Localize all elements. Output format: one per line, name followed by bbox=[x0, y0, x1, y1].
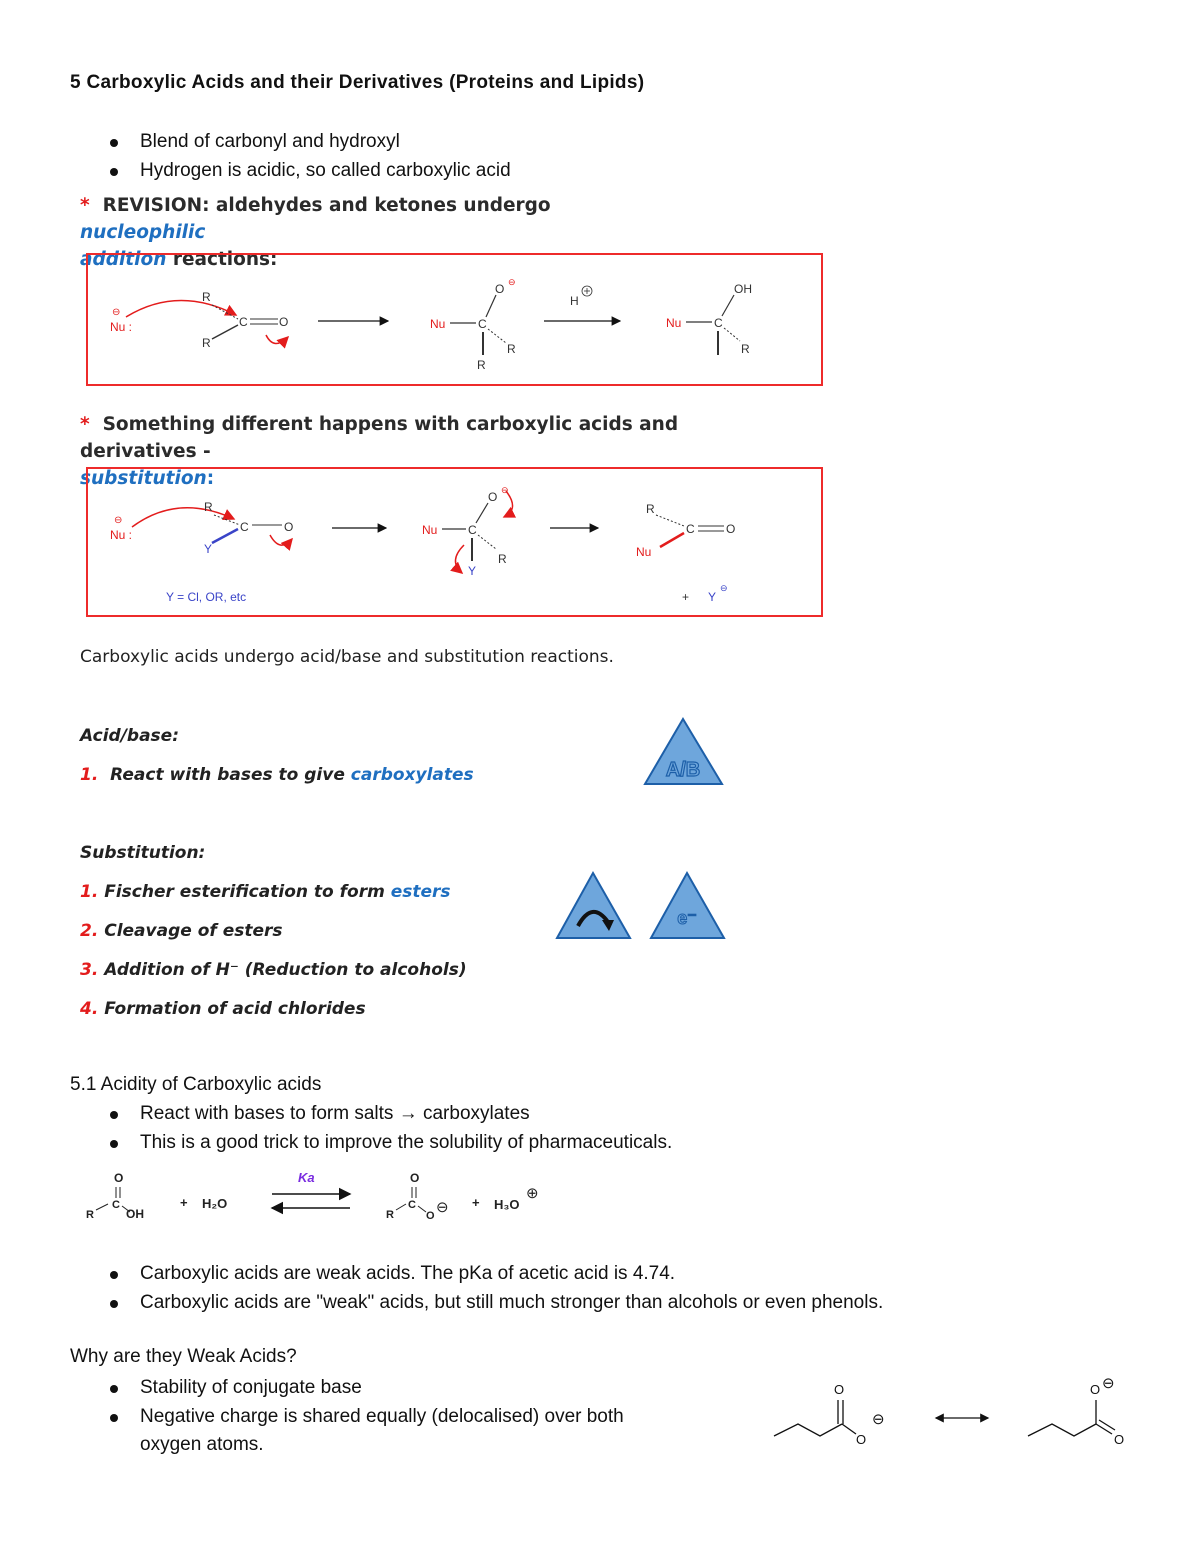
page-title: 5 Carboxylic Acids and their Derivatives (Proteins and Lipids) bbox=[70, 72, 645, 93]
item-text: Fischer esterification to form bbox=[104, 882, 391, 902]
acid-base-icon bbox=[642, 716, 726, 788]
oxygen-label: O bbox=[834, 1382, 845, 1397]
minus-charge-label: ⊖ bbox=[1102, 1375, 1115, 1392]
plus-charge-label: ⊕ bbox=[526, 1185, 539, 1202]
item-text: React with bases to give bbox=[110, 765, 351, 785]
bond-line bbox=[212, 305, 238, 319]
substitution-mechanism-diagram bbox=[88, 469, 821, 615]
revision-text-end: reactions: bbox=[166, 249, 278, 270]
item-text: Addition of H⁻ (Reduction to alcohols) bbox=[104, 960, 467, 980]
electron-arrow bbox=[266, 335, 288, 344]
acid-base-heading: Acid/base: bbox=[80, 726, 180, 746]
plus-label: + bbox=[682, 590, 690, 604]
item-number: 1. bbox=[80, 882, 99, 902]
item-number: 3. bbox=[80, 960, 99, 980]
carbon-label: C bbox=[468, 523, 477, 537]
list-item: Hydrogen is acidic, so called carboxylic acid bbox=[70, 157, 970, 186]
bond-line bbox=[722, 295, 734, 316]
plus-label: + bbox=[180, 1195, 188, 1210]
substitution-item bbox=[80, 960, 467, 980]
carbon-label: C bbox=[112, 1199, 120, 1211]
plus-label: + bbox=[472, 1195, 480, 1210]
bond-line bbox=[478, 535, 496, 549]
r-group-label: R bbox=[204, 500, 213, 514]
asterisk: * bbox=[80, 414, 90, 435]
charge-label: ⊖ bbox=[112, 307, 121, 318]
oxygen-label: O bbox=[284, 520, 294, 534]
oxygen-label: O bbox=[495, 282, 505, 296]
electron-icon-label: e⁻ bbox=[677, 908, 697, 928]
weak-reason-bullet-list bbox=[70, 1374, 710, 1460]
electron-triangle-icon bbox=[648, 870, 728, 942]
carboxylic-statement: Carboxylic acids undergo acid/base and substitution reactions. bbox=[80, 647, 614, 667]
carbon-label: C bbox=[478, 317, 487, 331]
item-highlight: esters bbox=[390, 882, 451, 902]
bond-line bbox=[476, 503, 488, 523]
bond-line bbox=[212, 325, 238, 339]
r-group-label: R bbox=[498, 552, 507, 566]
item-number: 2. bbox=[80, 921, 99, 941]
addition-mechanism-diagram bbox=[88, 255, 821, 384]
item-highlight: carboxylates bbox=[350, 765, 474, 785]
item-number: 4. bbox=[80, 999, 99, 1019]
oxygen-label: O bbox=[1090, 1382, 1101, 1397]
charge-label: ⊖ bbox=[501, 485, 509, 495]
r-group-label: R bbox=[202, 290, 211, 304]
addition-scheme-box bbox=[86, 253, 823, 386]
list-item: React with bases to form salts → carboxylates bbox=[70, 1100, 1070, 1129]
r-group-label: R bbox=[86, 1209, 94, 1221]
bond-line bbox=[212, 529, 238, 543]
oxygen-label: O bbox=[1114, 1432, 1125, 1447]
bond-line bbox=[660, 533, 684, 547]
resonance-structures bbox=[764, 1370, 1164, 1456]
curved-arrow-triangle-icon bbox=[554, 870, 634, 942]
bond-line bbox=[486, 295, 496, 317]
minus-charge-label: ⊖ bbox=[872, 1411, 885, 1428]
carbon-label: C bbox=[686, 522, 695, 536]
leaving-group-definition: Y = Cl, OR, etc bbox=[166, 590, 247, 604]
substitution-item bbox=[80, 999, 366, 1019]
item-number: 1. bbox=[80, 765, 99, 785]
leaving-group-label: Y bbox=[468, 564, 477, 578]
item-text: Cleavage of esters bbox=[104, 921, 283, 941]
list-item: Negative charge is shared equally (delocalised) over both oxygen atoms. bbox=[70, 1403, 710, 1460]
ka-label: Ka bbox=[298, 1170, 315, 1185]
substitution-item bbox=[80, 882, 451, 902]
oxygen-label: O bbox=[279, 315, 289, 329]
substitution-scheme-box bbox=[86, 467, 823, 617]
item-text: Formation of acid chlorides bbox=[104, 999, 366, 1019]
nucleophile-label: Nu : bbox=[110, 320, 133, 334]
nucleophile-label: Nu : bbox=[110, 528, 133, 542]
acid-base-icon-label: A/B bbox=[665, 759, 701, 781]
acidity-bullet-list bbox=[70, 1100, 1070, 1157]
r-group-label: R bbox=[741, 342, 750, 356]
weak-acid-bullet-list bbox=[70, 1260, 1170, 1317]
acid-base-item bbox=[80, 765, 474, 785]
oxygen-label: O bbox=[426, 1210, 435, 1222]
list-item: Carboxylic acids are "weak" acids, but still much stronger than alcohols or even phenols. bbox=[70, 1289, 1170, 1318]
list-item: Stability of conjugate base bbox=[70, 1374, 710, 1403]
revision-highlight: nucleophilic bbox=[80, 222, 206, 243]
nucleophile-label: Nu bbox=[422, 523, 438, 537]
nucleophile-label: Nu bbox=[666, 316, 682, 330]
asterisk: * bbox=[80, 195, 90, 216]
colon: : bbox=[206, 468, 215, 489]
carbon-label: C bbox=[239, 315, 248, 329]
hydronium-label: H₃O bbox=[494, 1197, 520, 1212]
acid-dissociation-equation bbox=[78, 1162, 558, 1228]
list-item: Carboxylic acids are weak acids. The pKa of acetic acid is 4.74. bbox=[70, 1260, 1170, 1289]
hydroxyl-label: OH bbox=[734, 282, 752, 296]
substitution-highlight: substitution bbox=[80, 468, 207, 489]
carbon-label: C bbox=[714, 316, 723, 330]
leaving-group-label: Y bbox=[708, 590, 717, 604]
weak-acids-heading: Why are they Weak Acids? bbox=[70, 1346, 297, 1367]
electron-arrow bbox=[455, 545, 464, 573]
carbon-label: C bbox=[240, 520, 249, 534]
nucleophile-label: Nu bbox=[430, 317, 446, 331]
substitution-heading-text: Something different happens with carboxylic acids and derivatives - bbox=[80, 414, 679, 462]
revision-text: REVISION: aldehydes and ketones undergo bbox=[102, 195, 551, 216]
bond-line bbox=[656, 515, 684, 526]
bond-line bbox=[488, 329, 506, 343]
r-group-label: R bbox=[507, 342, 516, 356]
nucleophile-label: Nu bbox=[636, 545, 652, 559]
water-label: H₂O bbox=[202, 1196, 228, 1211]
r-group-label: R bbox=[477, 358, 486, 372]
carbon-label: C bbox=[408, 1199, 416, 1211]
revision-highlight-addition: addition bbox=[80, 249, 167, 270]
hydroxyl-label: OH bbox=[126, 1207, 144, 1221]
r-group-label: R bbox=[646, 502, 655, 516]
charge-label: ⊖ bbox=[114, 515, 123, 526]
oxygen-label: O bbox=[410, 1171, 420, 1185]
oxygen-label: O bbox=[856, 1432, 867, 1447]
bond-line bbox=[724, 328, 740, 341]
list-item: Blend of carbonyl and hydroxyl bbox=[70, 128, 970, 157]
oxygen-label: O bbox=[114, 1171, 124, 1185]
attack-arrow bbox=[132, 508, 234, 527]
r-group-label: R bbox=[386, 1209, 394, 1221]
leaving-group-label: Y bbox=[204, 542, 213, 556]
section-heading: 5.1 Acidity of Carboxylic acids bbox=[70, 1074, 322, 1095]
minus-charge-label: ⊖ bbox=[436, 1199, 449, 1216]
r-group-label: R bbox=[202, 336, 211, 350]
electron-arrow bbox=[270, 535, 292, 545]
list-item: This is a good trick to improve the solubility of pharmaceuticals. bbox=[70, 1129, 1070, 1158]
substitution-list-heading: Substitution: bbox=[80, 843, 206, 863]
oxygen-label: O bbox=[488, 490, 498, 504]
charge-label: ⊖ bbox=[508, 277, 516, 287]
proton-label: H bbox=[570, 294, 579, 308]
intro-bullet-list bbox=[70, 128, 970, 185]
substitution-item bbox=[80, 921, 283, 941]
charge-label: ⊖ bbox=[720, 583, 728, 593]
oxygen-label: O bbox=[726, 522, 736, 536]
